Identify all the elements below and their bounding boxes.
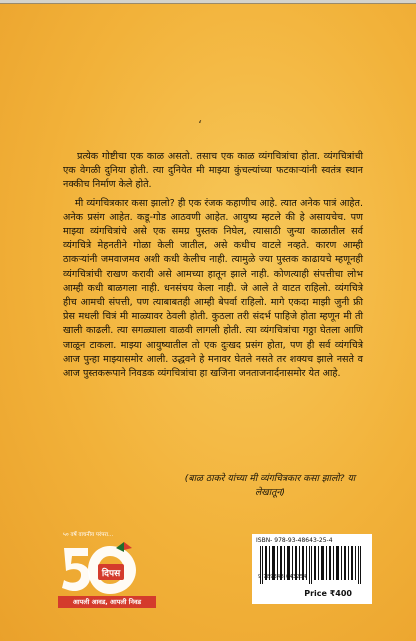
publisher-logo xyxy=(58,530,156,608)
logo-slogan: आपली आवड, आपली निवड xyxy=(58,596,156,608)
barcode-digits: 9 789348 643254 xyxy=(258,575,307,580)
logo-name: दिपस xyxy=(101,569,121,579)
attribution-quote: (बाळ ठाकरे यांच्या मी व्यंगचित्रकार कसा झालो? या लेखातून) xyxy=(184,473,356,498)
price-label: Price ₹400 xyxy=(304,589,352,598)
logo-tagline: ५० वर्षे वाचनीय परंपरा... xyxy=(63,532,114,538)
isbn-label: ISBN- 978-93-48643-25-4 xyxy=(256,537,333,544)
price-block xyxy=(252,575,372,602)
decorative-mark: ‘ xyxy=(198,118,202,132)
blurb-text xyxy=(63,150,363,385)
logo-fifty-icon xyxy=(58,538,156,596)
blurb-paragraph: मी व्यंगचित्रकार कसा झालो? ही एक रंजक कहाणीच आहे. त्यात अनेक पात्रं आहेत. अनेक प्रसंग आहेत. कडू-गोड आठवणी आहेत. आयुष्य म्हटले की हे असायचेच. पण माझ्या व्यंगचित्रांचे असे एक समग्र पुस्तक निघेल, त्यासाठी जुन्या काळातील सर्व व्यंगचित्रे मेहनतीने गोळा केली जातील, असे कधीच वाटले नव्हते. कारण आम्ही ठाकर्‍यांनी जमवाजमव अशी कधी केलीच नाही. त्यामुळे ज्या पुस्तक काढायचे म्हणूनही व्यंगचित्रांची राखण करावी असे आमच्या हातून झाले नाही. कोणत्याही संपत्तीचा लोभ आम्ही कधी बाळगला नाही. धनसंचय केला नाही. जे आले ते वाटत राहिलो. व्यंगचित्रे हीच आमची संपत्ती, पण त्याबाबतही आम्ही बेपर्वा राहिलो. मागे एकदा माझी जुनी फ्री प्रेस मधली चित्रं मी माळ्यावर ठेवली होती. कुठला तरी संदर्भ पाहिजे होता म्हणून मी ती खाली काढली. त्या सगळ्याला वाळवी लागली होती. त्या व्यंगचित्रांचा गठ्ठा घेतला आणि जाळून टाकला. माझ्या आयुष्यातील तो एक दुःखद प्रसंग होता, पण ही सर्व व्यंगचित्रे आज पुन्हा माझ्यासमोर आली. उद्धवने हे मनावर घेतले नसते तर शक्यच झाले नसते व आज पुस्तकरूपाने निवडक व्यंगचित्रांचा हा खजिना जनताजनार्दनासमोर येत आहे. xyxy=(63,197,363,380)
blurb-paragraph: प्रत्येक गोष्टीचा एक काळ असतो. तसाच एक काळ व्यंगचित्रांचा होता. व्यंगचित्रांची एक वेगळी दुनिया होती. त्या दुनियेत मी माझ्या कुंचल्यांच्या फटकार्‍यांनी स्वतंत्र स्थान नक्कीच निर्माण केले होते. xyxy=(63,151,363,191)
top-edge-shadow xyxy=(0,3,416,4)
